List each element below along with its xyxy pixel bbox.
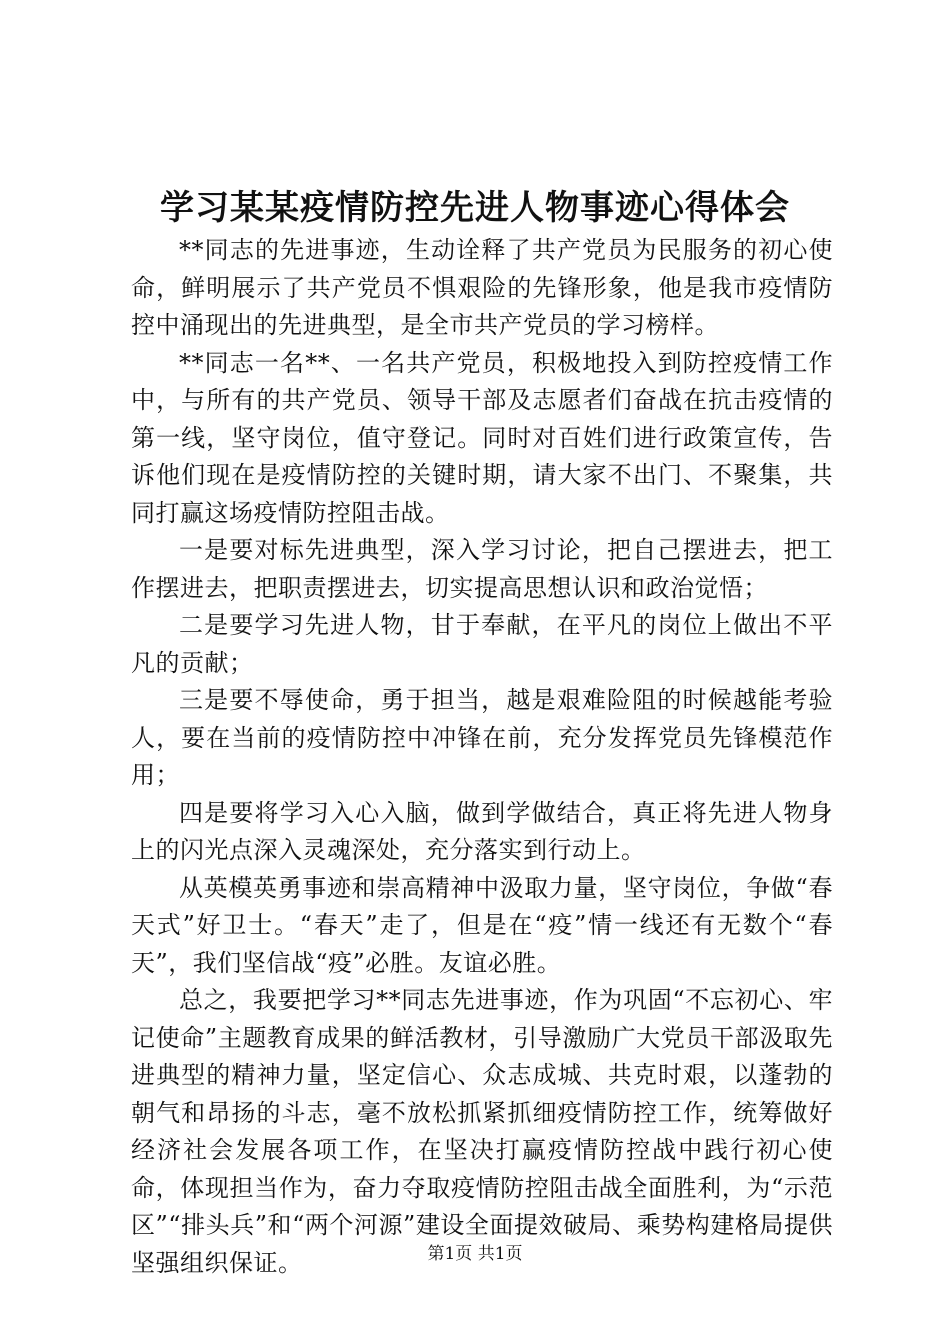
- page-footer: 第1页 共1页: [427, 1244, 523, 1264]
- paragraph: **同志的先进事迹，生动诠释了共产党员为民服务的初心使命，鲜明展示了共产党员不惧艰险的先锋形象，他是我市疫情防控中涌现出的先进典型，是全市共产党员的学习榜样。: [131, 236, 833, 339]
- paragraph: 二是要学习先进人物，甘于奉献，在平凡的岗位上做出不平凡的贡献；: [131, 611, 833, 677]
- paragraph: 四是要将学习入心入脑，做到学做结合，真正将先进人物身上的闪光点深入灵魂深处，充分落实到行动上。: [131, 798, 833, 864]
- paragraph: 总之，我要把学习**同志先进事迹，作为巩固“不忘初心、牢记使命”主题教育成果的鲜活教材，引导激励广大党员干部汲取先进典型的精神力量，坚定信心、众志成城、共克时艰，以蓬勃的朝气和昂扬的斗志，毫不放松抓紧抓细疫情防控工作，统筹做好经济社会发展各项工作，在坚决打赢疫情防控战中践行初心使命，体现担当作为，奋力夺取疫情防控阻击战全面胜利，为“示范区”“排头兵”和“两个河源”建设全面提效破局、乘势构建格局提供坚强组织保证。: [131, 986, 833, 1277]
- document-body: [131, 232, 833, 1282]
- document-title: 学习某某疫情防控先进人物事迹心得体会: [160, 188, 790, 228]
- paragraph: 从英模英勇事迹和崇高精神中汲取力量，坚守岗位，争做“春天式”好卫士。“春天”走了，但是在“疫”情一线还有无数个“春天”，我们坚信战“疫”必胜。友谊必胜。: [131, 873, 833, 977]
- paragraph: 一是要对标先进典型，深入学习讨论，把自己摆进去，把工作摆进去，把职责摆进去，切实提高思想认识和政治觉悟；: [131, 536, 833, 602]
- paragraph: 三是要不辱使命，勇于担当，越是艰难险阻的时候越能考验人，要在当前的疫情防控中冲锋在前，充分发挥党员先锋模范作用；: [131, 686, 833, 789]
- paragraph: **同志一名**、一名共产党员，积极地投入到防控疫情工作中，与所有的共产党员、领导干部及志愿者们奋战在抗击疫情的第一线，坚守岗位，值守登记。同时对百姓们进行政策宣传，告诉他们现在是疫情防控的关键时期，请大家不出门、不聚集，共同打赢这场疫情防控阻击战。: [131, 348, 833, 527]
